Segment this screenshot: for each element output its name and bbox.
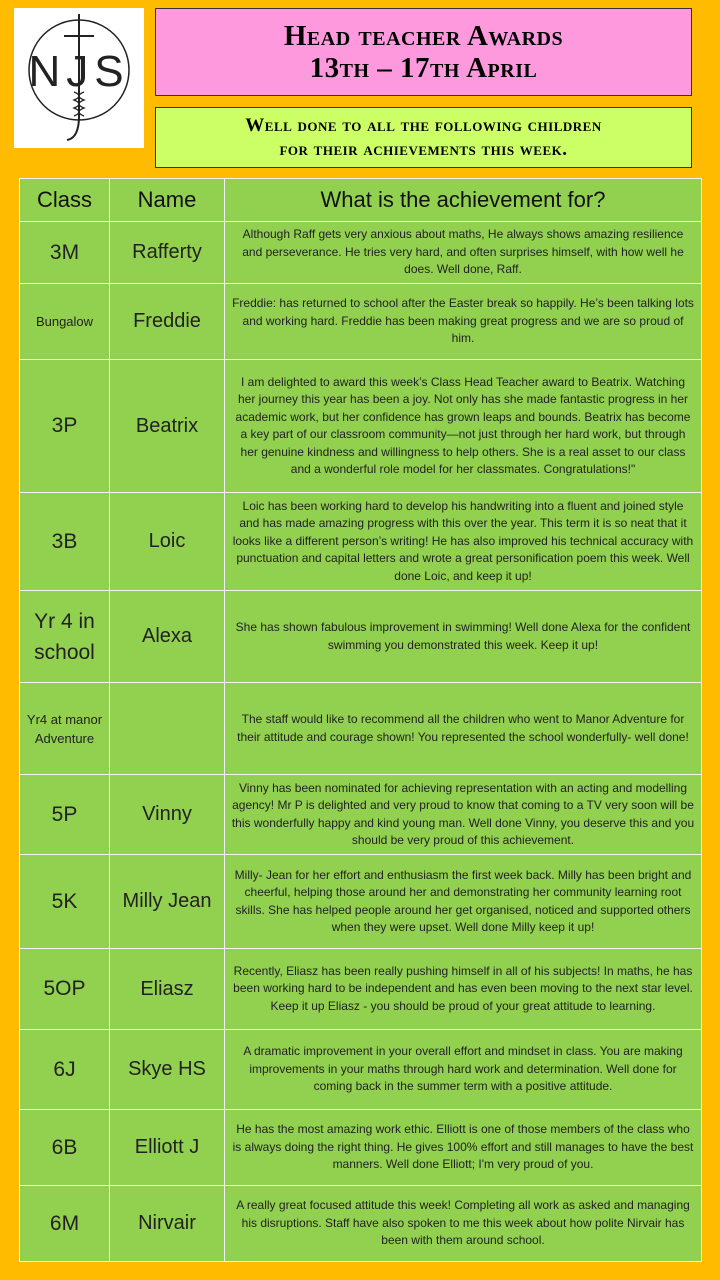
svg-text:NJS: NJS: [28, 47, 130, 96]
row-achievement: He has the most amazing work ethic. Elliott is one of those members of the class who is always doing the right thing. He gives 100% effort and still manages to have the best manners. Well done Elliott; I'm very proud of you.: [225, 1110, 702, 1186]
row-class: Yr 4 in school: [20, 591, 110, 683]
row-achievement: Recently, Eliasz has been really pushing himself in all of his subjects! In maths, he has been working hard to be independent and has even been moving to the next star level. Keep it up Eliasz - you should be proud of your great attitude to learning.: [225, 949, 702, 1030]
table-row: [20, 284, 702, 360]
row-class: 6M: [20, 1186, 110, 1262]
page-title: Head teacher Awards: [283, 20, 564, 52]
row-name: Milly Jean: [110, 855, 225, 949]
subtitle-line-2: for their achievements this week.: [279, 138, 568, 160]
table-row: [20, 222, 702, 284]
school-crest-icon: [14, 8, 144, 148]
row-name: Rafferty: [110, 222, 225, 284]
row-achievement: Loic has been working hard to develop his handwriting into a fluent and joined style and has made amazing progress with this over the year. This term it is so neat that it looks like a different person’s writing! He has also improved his technical accuracy with punctuation and capital letters and wrote a great personification poem this week. Well done Loic, and keep it up!: [225, 493, 702, 591]
table-row: [20, 855, 702, 949]
row-achievement: Freddie: has returned to school after the Easter break so happily. He’s been talking lots and working hard. Freddie has been making great progress and we are so proud of him.: [225, 284, 702, 360]
awards-table: [19, 178, 702, 1262]
row-name: [110, 683, 225, 775]
row-achievement: Although Raff gets very anxious about maths, He always shows amazing resilience and perseverance. He tries very hard, and often surprises himself, with how well he does. Well done, Raff.: [225, 222, 702, 284]
row-class: Bungalow: [20, 284, 110, 360]
subtitle-banner: [155, 107, 692, 168]
row-achievement: A really great focused attitude this week! Completing all work as asked and managing his disruptions. Staff have also spoken to me this week about how polite Nirvair has been with them around school.: [225, 1186, 702, 1262]
row-achievement: I am delighted to award this week’s Class Head Teacher award to Beatrix. Watching her journey this year has been a joy. Not only has she made fantastic progress in her academic work, but her confidence has grown leaps and bounds. Beatrix has become a key part of our classroom community—not just through her hard work, but through her genuine kindness and willingness to help others. She is a real asset to our class and a wonderful role model for her classmates. Congratulations!": [225, 360, 702, 493]
header-achievement: What is the achievement for?: [225, 179, 702, 222]
row-achievement: Vinny has been nominated for achieving representation with an acting and modelling agency! Mr P is delighted and very proud to know that coming to a TV very soon will be this wonderfully happy and kind young man. Well done Vinny, you deserve this and you should be very proud of this achievement.: [225, 775, 702, 855]
table-row: [20, 493, 702, 591]
subtitle-line-1: Well done to all the following children: [245, 114, 602, 136]
row-class: 3B: [20, 493, 110, 591]
row-achievement: She has shown fabulous improvement in swimming! Well done Alexa for the confident swimming you demonstrated this week. Keep it up!: [225, 591, 702, 683]
title-banner: [155, 8, 692, 96]
table-row: [20, 1110, 702, 1186]
header-class: Class: [20, 179, 110, 222]
row-achievement: The staff would like to recommend all the children who went to Manor Adventure for their attitude and courage shown! You represented the school wonderfully- well done!: [225, 683, 702, 775]
row-name: Loic: [110, 493, 225, 591]
row-class: 3M: [20, 222, 110, 284]
table-row: [20, 1186, 702, 1262]
row-class: 6B: [20, 1110, 110, 1186]
row-achievement: Milly- Jean for her effort and enthusiasm the first week back. Milly has been bright and cheerful, helping those around her and demonstrating her community learning root skills. She has helped people around her get organised, noticed and supported others when they were upset. Well done Milly keep it up!: [225, 855, 702, 949]
table-row: [20, 1030, 702, 1110]
row-name: Eliasz: [110, 949, 225, 1030]
date-range: 13th – 17th April: [309, 52, 538, 84]
row-class: 5P: [20, 775, 110, 855]
row-name: Skye HS: [110, 1030, 225, 1110]
row-class: Yr4 at manor Adventure: [20, 683, 110, 775]
table-row: [20, 775, 702, 855]
row-class: 3P: [20, 360, 110, 493]
row-class: 5K: [20, 855, 110, 949]
table-header-row: [20, 179, 702, 222]
row-class: 6J: [20, 1030, 110, 1110]
row-class: 5OP: [20, 949, 110, 1030]
header-name: Name: [110, 179, 225, 222]
table-row: [20, 949, 702, 1030]
row-name: Freddie: [110, 284, 225, 360]
table-row: [20, 683, 702, 775]
row-name: Beatrix: [110, 360, 225, 493]
row-name: Vinny: [110, 775, 225, 855]
school-logo: [14, 8, 144, 148]
row-name: Elliott J: [110, 1110, 225, 1186]
row-name: Alexa: [110, 591, 225, 683]
table-row: [20, 591, 702, 683]
table-row: [20, 360, 702, 493]
row-achievement: A dramatic improvement in your overall effort and mindset in class. You are making improvements in your maths through hard work and determination. Well done for coming back in the summer term with a positive attitude.: [225, 1030, 702, 1110]
row-name: Nirvair: [110, 1186, 225, 1262]
